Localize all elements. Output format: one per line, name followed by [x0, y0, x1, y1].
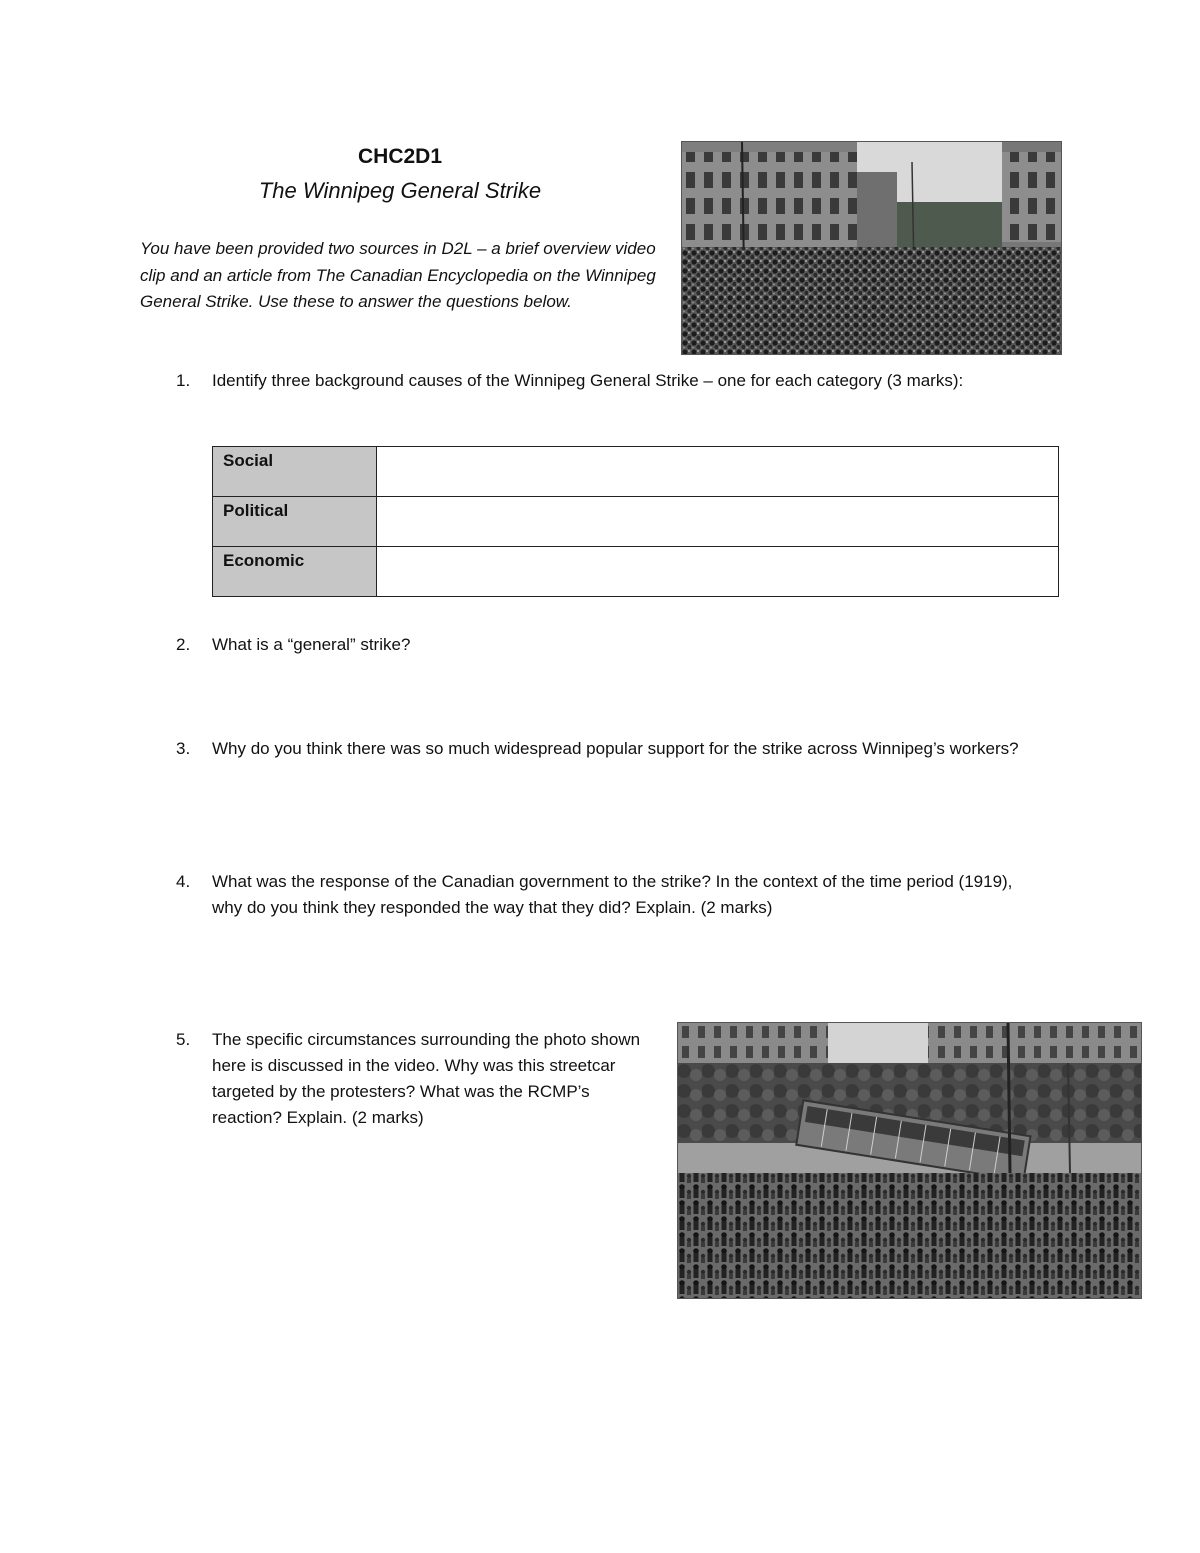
streetcar-photo	[677, 1022, 1142, 1299]
question-number: 3.	[176, 739, 191, 758]
question-number: 2.	[176, 635, 191, 654]
question-4	[176, 869, 1042, 921]
causes-table	[212, 446, 1059, 597]
course-code: CHC2D1	[357, 145, 443, 168]
question-number: 5.	[176, 1030, 191, 1049]
crowd-photo-image	[682, 142, 1062, 355]
question-3	[176, 736, 1042, 762]
table-row	[213, 497, 1059, 547]
question-5	[176, 1027, 662, 1131]
answer-cell-economic[interactable]	[377, 547, 1059, 597]
table-row	[213, 447, 1059, 497]
question-text: The specific circumstances surrounding the photo shown here is discussed in the video. Why was this streetcar targeted by the protesters? What was the RCMP’s reaction? Explain. (2 marks)	[212, 1030, 641, 1127]
question-2	[176, 632, 1042, 658]
row-label-social: Social	[213, 447, 377, 497]
question-number: 4.	[176, 872, 191, 891]
answer-cell-social[interactable]	[377, 447, 1059, 497]
row-label-political: Political	[213, 497, 377, 547]
crowd-photo	[681, 141, 1062, 355]
question-text: Why do you think there was so much widespread popular support for the strike across Winnipeg’s workers?	[212, 739, 1019, 758]
question-text: What is a “general” strike?	[212, 635, 411, 654]
question-1	[176, 368, 1042, 394]
question-text: Identify three background causes of the Winnipeg General Strike – one for each category (3 marks):	[212, 371, 964, 390]
answer-cell-political[interactable]	[377, 497, 1059, 547]
question-number: 1.	[176, 371, 191, 390]
table-row	[213, 547, 1059, 597]
streetcar-photo-image	[678, 1023, 1142, 1299]
row-label-economic: Economic	[213, 547, 377, 597]
question-text: What was the response of the Canadian government to the strike? In the context of the time period (1919), why do you think they responded the way that they did? Explain. (2 marks)	[212, 872, 1013, 917]
intro-paragraph: You have been provided two sources in D2L – a brief overview video clip and an article from The Canadian Encyclopedia on the Winnipeg General Strike. Use these to answer the questions below.	[140, 239, 656, 311]
document-title: The Winnipeg General Strike	[258, 178, 542, 203]
